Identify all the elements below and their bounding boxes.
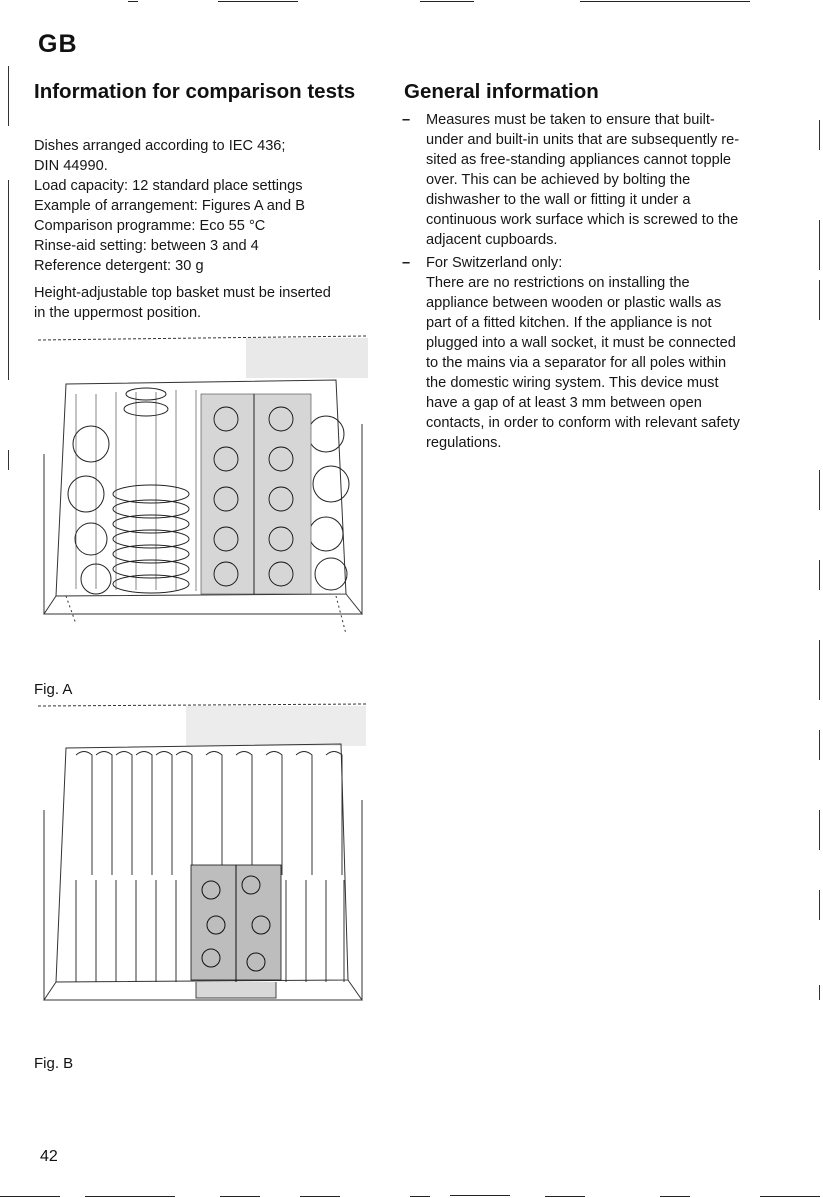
text-line: Load capacity: 12 standard place settings <box>34 178 303 194</box>
margin-mark <box>819 470 820 510</box>
list-item-text: Measures must be taken to ensure that built-under and built-in units that are subsequently re-sited as free-standing appliances cannot topple over. This can be achieved by bolting the dishwasher to the wall or fitting it under a continuous work surface which is screwed to the adjacent cupboards. <box>426 112 740 248</box>
general-information-heading: General information <box>404 80 599 103</box>
margin-mark <box>819 220 820 270</box>
margin-mark <box>819 120 820 150</box>
crop-mark <box>128 1 138 2</box>
crop-mark <box>0 1196 60 1197</box>
list-item-title: For Switzerland only: <box>426 255 563 271</box>
crop-mark <box>420 1 474 2</box>
list-item <box>402 110 747 250</box>
list-bullet: – <box>402 112 411 128</box>
margin-mark <box>819 560 820 590</box>
margin-mark <box>819 730 820 760</box>
figure-a-caption: Fig. A <box>34 681 73 698</box>
figure-a-illustration <box>36 334 370 674</box>
margin-mark <box>819 280 820 320</box>
figure-b-illustration <box>36 700 370 1012</box>
list-item-text: There are no restrictions on installing the appliance between wooden or plastic walls as part of a fitted kitchen. If the appliance is not plugged into a wall socket, it must be connected to the mains via a separator for all poles within the domestic wiring system. This device must have a gap of at least 3 mm between open contacts, in order to conform with relevant safety regulations. <box>426 275 740 451</box>
comparison-tests-text <box>34 136 374 323</box>
comparison-tests-heading: Information for comparison tests <box>34 80 356 103</box>
language-code: GB <box>38 30 78 58</box>
text-line: Rinse-aid setting: between 3 and 4 <box>34 238 259 254</box>
text-line: Reference detergent: 30 g <box>34 258 204 274</box>
basket-note: Height-adjustable top basket must be inserted in the uppermost position. <box>34 285 331 321</box>
crop-mark <box>545 1196 585 1197</box>
general-information-list <box>402 110 747 453</box>
crop-mark <box>85 1196 175 1197</box>
figure-b-caption: Fig. B <box>34 1055 74 1072</box>
margin-mark <box>8 180 9 380</box>
list-item <box>402 253 747 453</box>
margin-mark <box>819 985 820 1000</box>
crop-mark <box>660 1196 690 1197</box>
text-line: Example of arrangement: Figures A and B <box>34 198 305 214</box>
margin-mark <box>819 640 820 700</box>
crop-mark <box>218 1 298 2</box>
margin-mark <box>8 66 9 126</box>
crop-mark <box>220 1196 260 1197</box>
page-number: 42 <box>40 1148 58 1165</box>
text-line: Comparison programme: Eco 55 °C <box>34 218 266 234</box>
crop-mark <box>580 1 750 2</box>
list-bullet: – <box>402 255 411 271</box>
crop-mark <box>760 1196 820 1197</box>
margin-mark <box>819 890 820 920</box>
text-line: Dishes arranged according to IEC 436; <box>34 138 286 154</box>
margin-mark <box>8 450 9 470</box>
text-line: DIN 44990. <box>34 158 108 174</box>
margin-mark <box>819 810 820 850</box>
crop-mark <box>300 1196 340 1197</box>
crop-mark <box>410 1196 430 1197</box>
crop-mark <box>450 1195 510 1196</box>
